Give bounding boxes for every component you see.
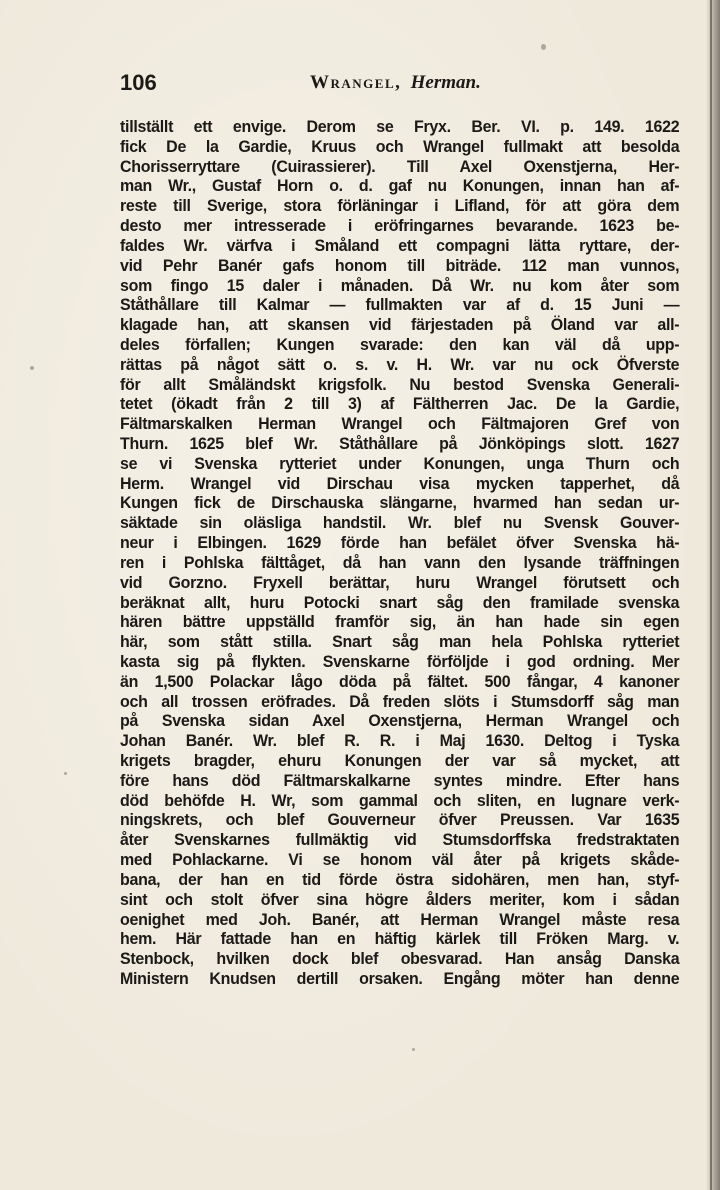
text-line: oenighet med Joh. Banér, att Herman Wrangel måste resa [120,909,680,929]
text-line: Kungen fick de Dirschauska slängarne, hvarmed han sedan ur- [120,493,680,513]
text-line: ren i Pohlska fälttåget, då han vann den lysande träffningen [120,552,680,572]
text-line: åter Svenskarnes fullmäktig vid Stumsdorffska fredstraktaten [120,830,680,850]
text-line: Thurn. 1625 blef Wr. Ståthållare på Jönköpings slott. 1627 [120,434,680,453]
paper-speck [30,366,34,370]
text-line: som fingo 15 daler i månaden. Då Wr. nu kom åter som [120,275,680,295]
text-line: kasta sig på flykten. Svenskarne förföljde i god ordning. Mer [120,651,680,671]
text-line: man Wr., Gustaf Horn o. d. gaf nu Konungen, innan han af- [120,176,680,196]
text-line: rättas på något sätt o. s. v. H. Wr. var nu ock Öfverste [120,354,680,374]
text-line: Herm. Wrangel vid Dirschau visa mycken tapperhet, då [120,473,680,493]
text-line: fick De la Gardie, Kruus och Wrangel fullmakt att besolda [120,136,680,156]
text-line: deles förfallen; Kungen svarade: den kan väl då upp- [120,334,680,354]
text-line: sint och stolt öfver sina högre ålders meriter, kom i sådan [120,889,680,909]
page-header [120,70,680,100]
text-line: klagade han, att skansen vid färjestaden på Öland var all- [120,315,680,335]
text-line: död behöfde H. Wr, som gammal och sliten, en lugnare verk- [120,790,680,810]
text-line: säktade sin oläsliga handstil. Wr. blef nu Svensk Gouver- [120,513,680,533]
text-line: bana, der han en tid förde östra sidohären, men han, styf- [120,869,680,889]
running-head-separator: , [395,72,400,93]
text-line: före hans död Fältmarskalkarne syntes mindre. Efter hans [120,770,680,790]
text-line: hem. Här fattade han en häftig kärlek till Fröken Marg. v. [120,929,680,949]
body-text [120,117,680,989]
text-line: hären bättre uppställd framför sig, än han hade sin egen [120,612,680,632]
page-edge-line [710,0,712,1190]
text-line: desto mer intresserade i eröfringarnes bevarande. 1623 be- [120,216,680,236]
text-line: och all trossen eröfrades. Då freden slöts i Stumsdorff såg man [120,691,680,711]
text-line: tillställt ett envige. Derom se Fryx. Ber. VI. p. 149. 1622 [120,117,680,136]
paper-speck [412,1048,415,1051]
text-line: neur i Elbingen. 1629 förde han befälet öfver Svenska hä- [120,533,680,553]
text-line: för allt Småländskt krigsfolk. Nu bestod Svenska Generali- [120,374,680,394]
text-line: vid Pehr Banér gafs honom till biträde. 112 man vunnos, [120,255,680,275]
page-edge-shadow [706,0,720,1190]
paper-speck [541,44,546,50]
text-line: Chorisserryttare (Cuirassierer). Till Axel Oxenstjerna, Her- [120,156,680,176]
page-number: 106 [120,70,157,95]
paper-speck [64,772,67,775]
text-line: reste till Sverige, stora förläningar i Lifland, för att göra dem [120,196,680,216]
text-line: Ministern Knudsen dertill orsaken. Engång möter han denne [120,968,680,988]
text-line: här, som stått stilla. Snart såg man hela Pohlska rytteriet [120,632,680,652]
text-line: Fältmarskalken Herman Wrangel och Fältmajoren Gref von [120,414,680,434]
text-line: på Svenska sidan Axel Oxenstjerna, Herman Wrangel och [120,711,680,731]
text-line: Ståthållare till Kalmar — fullmakten var af d. 15 Juni — [120,295,680,315]
text-line: vid Gorzno. Fryxell berättar, huru Wrangel förutsett och [120,572,680,592]
text-line: än 1,500 Polackar lågo döda på fältet. 500 fångar, 4 kanoner [120,671,680,691]
running-head-given-name: Herman. [410,72,481,93]
text-line: Johan Banér. Wr. blef R. R. i Maj 1630. Deltog i Tyska [120,731,680,751]
text-line: faldes Wr. värfva i Småland ett compagni lätta ryttare, der- [120,235,680,255]
text-line: ningskrets, och blef Gouverneur öfver Preussen. Var 1635 [120,810,680,830]
running-head [310,72,481,94]
running-head-name: Wrangel [310,72,396,93]
text-line: Stenbock, hvilken dock blef obesvarad. Han ansåg Danska [120,949,680,969]
text-line: tetet (ökadt från 2 till 3) af Fältherren Jac. De la Gardie, [120,394,680,414]
text-line: beräknat allt, huru Potocki snart såg den framilade svenska [120,592,680,612]
text-line: krigets bragder, ehuru Konungen der var så mycket, att [120,751,680,770]
text-line: med Pohlackarne. Vi se honom väl åter på krigets skåde- [120,850,680,870]
text-line: se vi Svenska rytteriet under Konungen, unga Thurn och [120,453,680,473]
